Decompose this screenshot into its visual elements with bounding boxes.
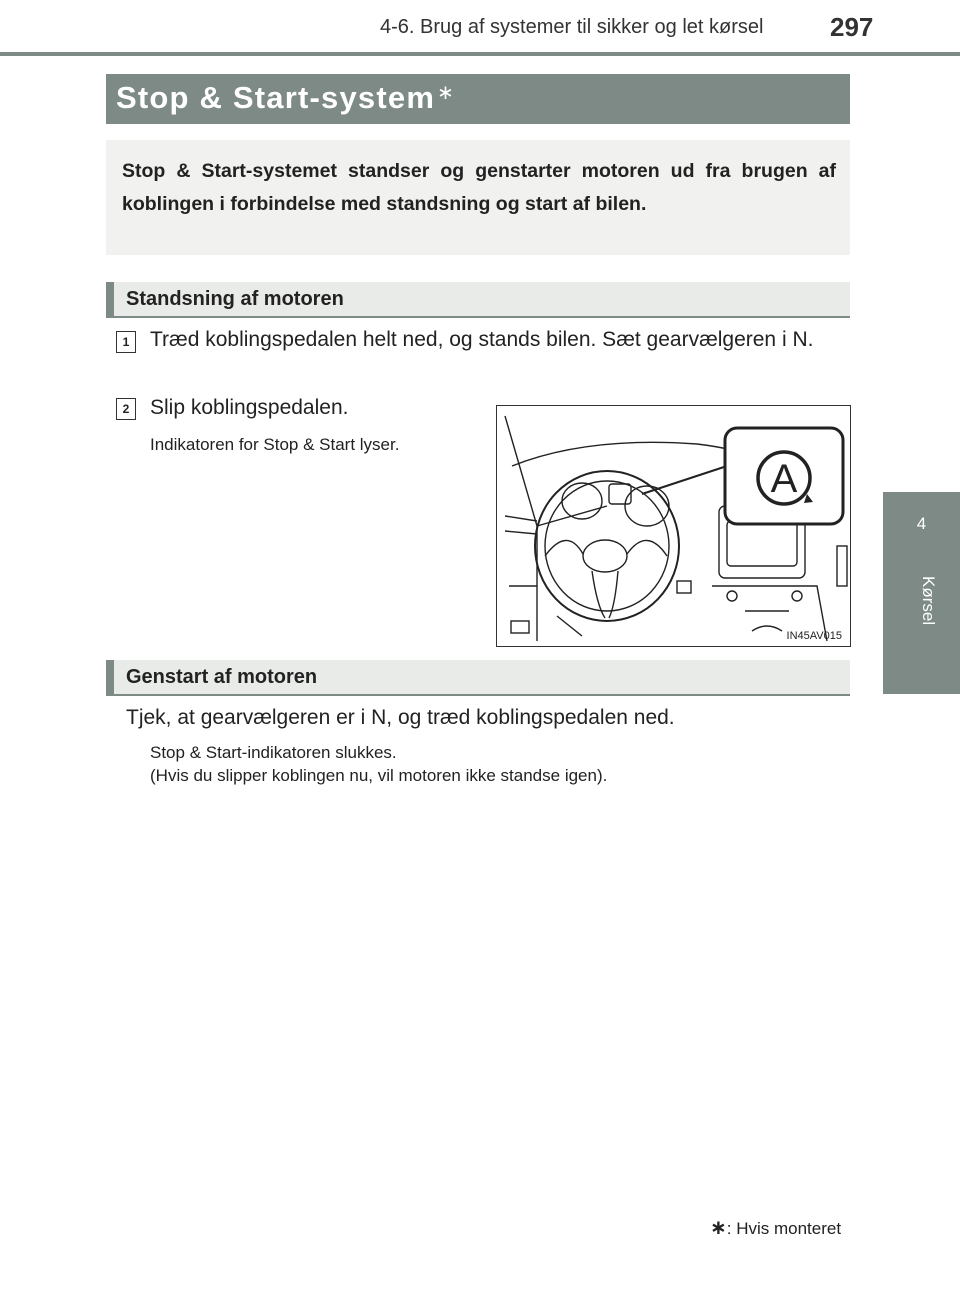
page-number: 297	[830, 12, 874, 42]
intro-text: Stop & Start-systemet standser og genstarter motoren ud fra brugen af koblingen i forbindelse med standsning og start af bilen.	[122, 160, 836, 215]
restart-note-line2: (Hvis du slipper koblingen nu, vil motoren ikke standse igen).	[150, 766, 608, 785]
footnote-asterisk: ∗	[710, 1217, 727, 1239]
chapter-number: 4	[916, 514, 927, 533]
callout-letter: A	[770, 457, 798, 501]
step-number-2: 2	[116, 398, 136, 420]
header-rule	[0, 52, 960, 56]
step-2-text: Slip koblingspedalen.	[150, 396, 349, 419]
step-number-1: 1	[116, 331, 136, 353]
restart-note-line1: Stop & Start-indikatoren slukkes.	[150, 743, 397, 762]
section-marker	[106, 282, 114, 316]
title-asterisk: ∗	[437, 82, 456, 104]
chapter-label: Kørsel	[919, 576, 938, 626]
section-heading-text: Standsning af motoren	[126, 288, 344, 310]
page-title-text: Stop & Start-system	[116, 80, 436, 115]
dashboard-illustration	[496, 405, 851, 647]
figure-code: IN45AV015	[786, 630, 842, 642]
page-title	[116, 80, 455, 116]
section-heading-restart	[106, 660, 850, 696]
footnote-text: : Hvis monteret	[726, 1219, 842, 1238]
dashboard-drawing	[497, 406, 850, 646]
section-marker	[106, 660, 114, 694]
step-2-note: Indikatoren for Stop & Start lyser.	[150, 435, 400, 454]
section-heading-text: Genstart af motoren	[126, 666, 318, 688]
section-heading-stop	[106, 282, 850, 318]
header-title: 4-6. Brug af systemer til sikker og let kørsel	[380, 16, 764, 38]
restart-text: Tjek, at gearvælgeren er i N, og træd koblingspedalen ned.	[126, 706, 675, 729]
step-1-text: Træd koblingspedalen helt ned, og stands bilen. Sæt gearvælgeren i N.	[150, 328, 814, 351]
footnote	[710, 1215, 841, 1240]
